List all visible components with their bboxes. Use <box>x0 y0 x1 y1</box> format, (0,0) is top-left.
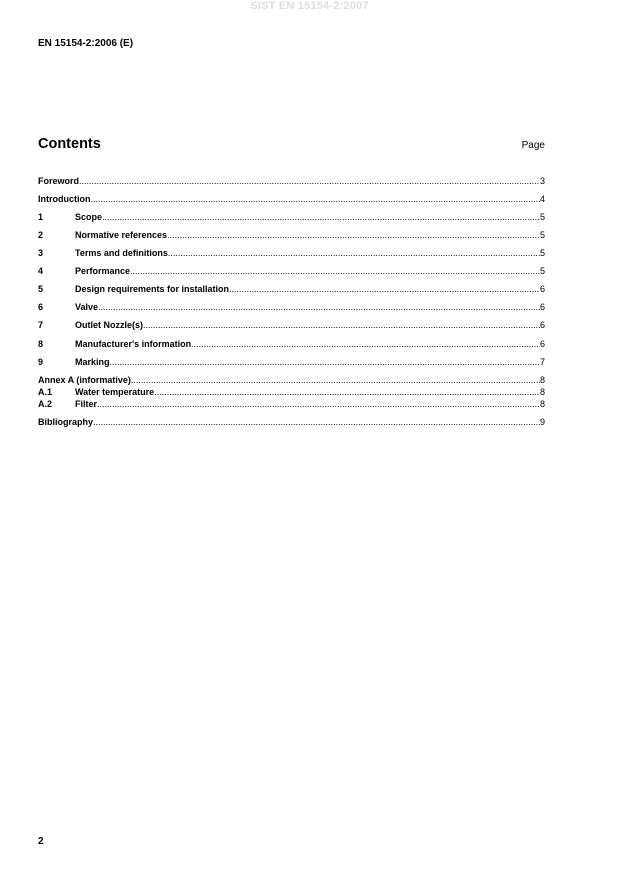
toc-entry-number: 4 <box>38 266 44 276</box>
toc-entry-page: 6 <box>539 320 545 330</box>
toc-entry-title: Scope <box>75 212 103 222</box>
toc-entry-title: Outlet Nozzle(s) <box>75 320 144 330</box>
toc-entry-number: 6 <box>38 302 44 312</box>
toc-leader-dots <box>167 229 540 241</box>
toc-entry-page: 9 <box>539 417 545 427</box>
toc-entry-number: 8 <box>38 339 44 349</box>
toc-entry-page: 3 <box>539 176 545 186</box>
toc-leader-dots <box>79 175 540 187</box>
toc-entry-annex-a[interactable] <box>38 374 545 386</box>
toc-entry-title: Foreword <box>38 176 80 186</box>
toc-entry-number: 5 <box>38 284 44 294</box>
toc-entry-filter[interactable] <box>38 398 545 410</box>
document-id: EN 15154-2:2006 (E) <box>38 38 134 49</box>
toc-entry-number: 3 <box>38 248 44 258</box>
toc-entry-title: Design requirements for installation <box>75 284 230 294</box>
toc-entry-title: Manufacturer's information <box>75 339 192 349</box>
toc-leader-dots <box>168 247 540 259</box>
toc-leader-dots <box>131 374 540 386</box>
toc-entry-title: Introduction <box>38 194 91 204</box>
toc-entry-page: 6 <box>539 302 545 312</box>
toc-entry-marking[interactable] <box>38 356 545 368</box>
toc-entry-title: Performance <box>75 266 131 276</box>
toc-entry-water-temperature[interactable] <box>38 386 545 398</box>
toc-entry-number: 1 <box>38 212 44 222</box>
toc-entry-title: Normative references <box>75 230 168 240</box>
toc-leader-dots <box>98 301 540 313</box>
toc-leader-dots <box>143 319 540 331</box>
toc-entry-page: 6 <box>539 284 545 294</box>
toc-leader-dots <box>93 416 540 428</box>
toc-entry-valve[interactable] <box>38 301 545 313</box>
toc-entry-title: Valve <box>75 302 99 312</box>
watermark: SIST EN 15154-2:2007 <box>250 0 369 12</box>
toc-entry-page: 6 <box>539 339 545 349</box>
toc-entry-page: 5 <box>539 266 545 276</box>
toc-entry-number: 7 <box>38 320 44 330</box>
toc-entry-page: 7 <box>539 357 545 367</box>
toc-entry-introduction[interactable] <box>38 193 545 205</box>
toc-entry-title: Water temperature <box>75 387 155 397</box>
toc-entry-title: Filter <box>75 399 98 409</box>
toc-entry-number: 9 <box>38 357 44 367</box>
toc-entry-scope[interactable] <box>38 211 545 223</box>
toc-entry-bibliography[interactable] <box>38 416 545 428</box>
toc-leader-dots <box>229 283 540 295</box>
toc-leader-dots <box>110 356 540 368</box>
toc-entry-title: Annex A (informative) <box>38 375 131 385</box>
contents-title: Contents <box>38 136 101 152</box>
toc-entry-foreword[interactable] <box>38 175 545 187</box>
toc-entry-manufacturers-information[interactable] <box>38 338 545 350</box>
toc-entry-page: 4 <box>539 194 545 204</box>
page-number: 2 <box>38 836 44 847</box>
toc-leader-dots <box>97 398 540 410</box>
toc-entry-page: 5 <box>539 230 545 240</box>
toc-entry-page: 8 <box>539 387 545 397</box>
toc-entry-terms-and-definitions[interactable] <box>38 247 545 259</box>
toc-leader-dots <box>91 193 540 205</box>
toc-entry-outlet-nozzles[interactable] <box>38 319 545 331</box>
toc-entry-title: Terms and definitions <box>75 248 168 258</box>
toc-leader-dots <box>154 386 540 398</box>
toc-entry-page: 5 <box>539 248 545 258</box>
toc-entry-number: 2 <box>38 230 44 240</box>
toc-entry-page: 8 <box>539 399 545 409</box>
toc-entry-number: A.1 <box>38 387 53 397</box>
toc-entry-design-requirements[interactable] <box>38 283 545 295</box>
toc-entry-page: 5 <box>539 212 545 222</box>
toc-entry-performance[interactable] <box>38 265 545 277</box>
toc-entry-title: Bibliography <box>38 417 94 427</box>
toc-entry-normative-references[interactable] <box>38 229 545 241</box>
toc-entry-number: A.2 <box>38 399 53 409</box>
toc-entry-title: Marking <box>75 357 110 367</box>
toc-leader-dots <box>130 265 540 277</box>
toc-entry-page: 8 <box>539 375 545 385</box>
page-column-heading: Page <box>521 140 545 151</box>
toc-leader-dots <box>102 211 540 223</box>
toc-leader-dots <box>191 338 540 350</box>
